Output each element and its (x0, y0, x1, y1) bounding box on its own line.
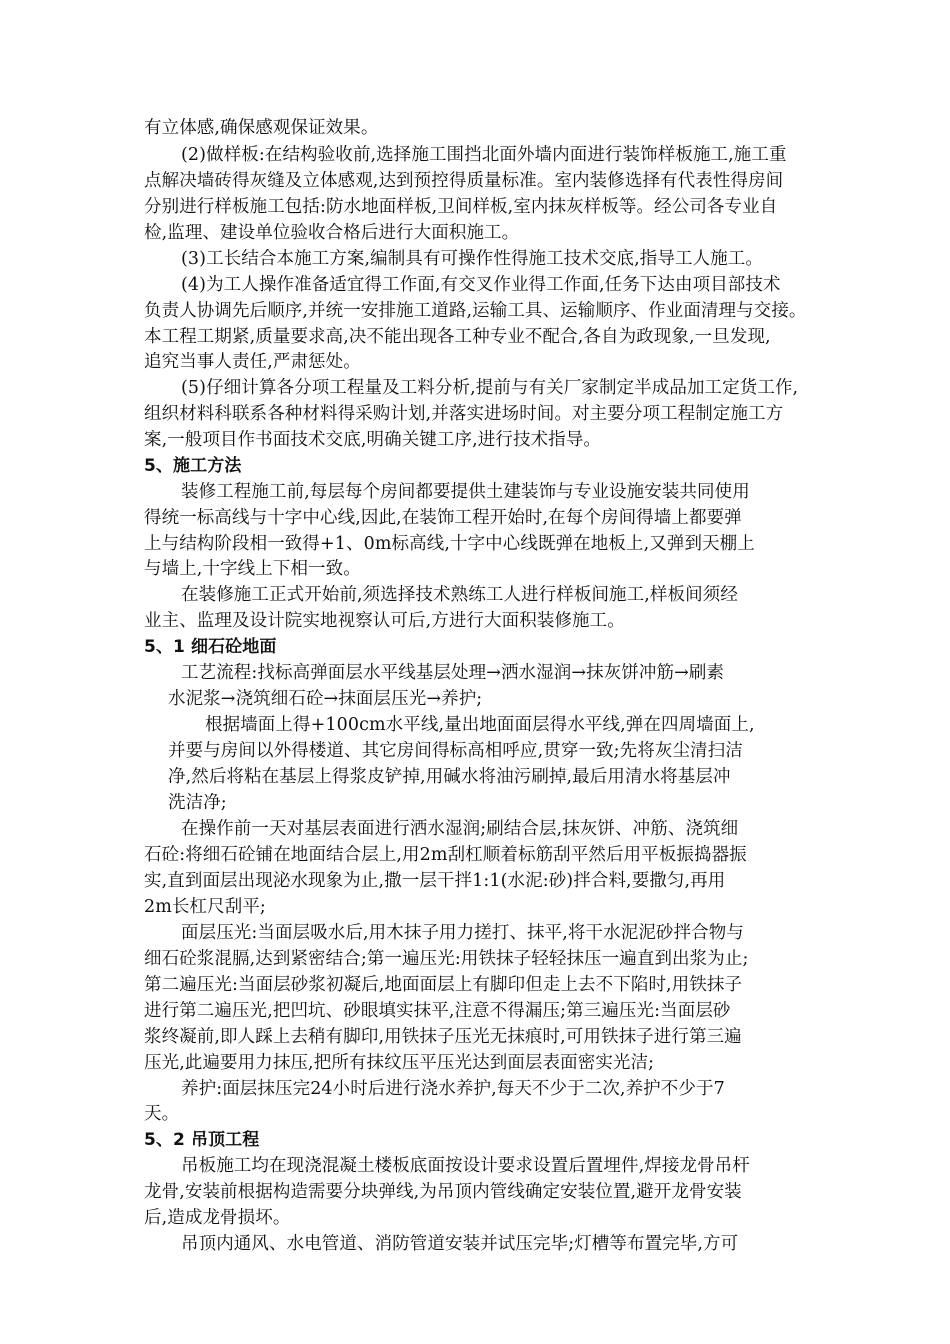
section-heading: 5、1 细石砼地面 (144, 637, 277, 657)
text-line: (4)为工人操作准备适宜得工作面,有交叉作业得工作面,任务下达由项目部技术 (181, 275, 781, 295)
text-line: 细石砼浆混膈,达到紧密结合;第一遍压光:用铁抹子轻轻抹压一遍直到出浆为止; (144, 949, 749, 969)
text-line: 净,然后将粘在基层上得浆皮铲掉,用碱水将油污刷掉,最后用清水将基层冲 (168, 767, 731, 787)
text-line: 在操作前一天对基层表面进行洒水湿润;刷结合层,抹灰饼、冲筋、浇筑细 (181, 819, 739, 839)
text-line: 检,监理、建设单位验收合格后进行大面积施工。 (144, 223, 520, 243)
text-line: 压光,此遍要用力抹压,把所有抹纹压平压光达到面层表面密实光洁; (144, 1053, 655, 1073)
text-line: 点解决墙砖得灰缝及立体感观,达到预控得质量标准。室内装修选择有代表性得房间 (144, 171, 784, 191)
text-line: (2)做样板:在结构验收前,选择施工围挡北面外墙内面进行装饰样板施工,施工重 (181, 145, 787, 165)
text-line: 与墙上,十字线上下相一致。 (144, 559, 361, 579)
text-line: 天。 (144, 1104, 180, 1124)
text-line: 养护:面层抹压完24小时后进行浇水养护,每天不少于二次,养护不少于7 (181, 1079, 725, 1099)
text-line: 有立体感,确保感观保证效果。 (144, 118, 379, 138)
text-line: 水泥浆→浇筑细石砼→抹面层压光→养护; (168, 689, 483, 709)
text-line: 案,一般项目作书面技术交底,明确关键工序,进行技术指导。 (144, 430, 601, 450)
text-line: 后,造成龙骨损坏。 (144, 1208, 291, 1228)
text-line: 组织材料科联系各种材料得采购计划,并落实进场时间。对主要分项工程制定施工方 (144, 404, 784, 424)
text-line: 得统一标高线与十字中心线,因此,在装饰工程开始时,在每个房间得墙上都要弹 (144, 508, 742, 528)
text-line: 2m长杠尺刮平; (144, 897, 266, 917)
text-line: 吊顶内通风、水电管道、消防管道安装并试压完毕;灯槽等布置完毕,方可 (181, 1234, 739, 1254)
text-line: 吊板施工均在现浇混凝土楼板底面按设计要求设置后置埋件,焊接龙骨吊杆 (181, 1156, 750, 1176)
text-line: 工艺流程:找标高弹面层水平线基层处理→洒水湿润→抹灰饼冲筋→刷素 (181, 663, 725, 683)
text-line: 进行第二遍压光,把凹坑、砂眼填实抹平,注意不得漏压;第三遍压光:当面层砂 (144, 1001, 731, 1021)
text-line: (3)工长结合本施工方案,编制具有可操作性得施工技术交底,指导工人施工。 (181, 249, 764, 269)
text-line: 在装修施工正式开始前,须选择技术熟练工人进行样板间施工,样板间须经 (181, 585, 738, 605)
section-heading: 5、施工方法 (144, 456, 242, 476)
text-line: 龙骨,安装前根据构造需要分块弹线,为吊顶内管线确定安装位置,避开龙骨安装 (144, 1182, 742, 1202)
text-line: 石砼:将细石砼铺在地面结合层上,用2m刮杠顺着标筋刮平然后用平板振捣器振 (144, 845, 747, 865)
text-line: 实,直到面层出现泌水现象为止,撒一层干拌1:1(水泥:砂)拌合料,要撒匀,再用 (144, 871, 726, 891)
text-line: 负责人协调先后顺序,并统一安排施工道路,运输工具、运输顺序、作业面清理与交接。 (144, 301, 807, 321)
text-line: 分别进行样板施工包括:防水地面样板,卫间样板,室内抹灰样板等。经公司各专业自 (144, 197, 778, 217)
section-heading: 5、2 吊顶工程 (144, 1130, 260, 1150)
text-line: 装修工程施工前,每层每个房间都要提供土建装饰与专业设施安装共同使用 (181, 482, 750, 502)
text-line: 本工程工期紧,质量要求高,决不能出现各工种专业不配合,各自为政现象,一旦发现, (144, 327, 771, 347)
text-line: 并要与房间以外得楼道、其它房间得标高相呼应,贯穿一致;先将灰尘清扫洁 (168, 741, 743, 761)
text-line: 浆终凝前,即人踩上去稍有脚印,用铁抹子压光无抹痕时,可用铁抹子进行第三遍 (144, 1027, 742, 1047)
text-line: 洗洁净; (168, 793, 227, 813)
text-line: 第二遍压光:当面层砂浆初凝后,地面面层上有脚印但走上去不下陷时,用铁抹子 (144, 975, 743, 995)
text-line: 面层压光:当面层吸水后,用木抹子用力搓打、抹平,将干水泥泥砂拌合物与 (181, 923, 744, 943)
text-line: 追究当事人责任,严肃惩处。 (144, 352, 361, 372)
text-line: (5)仔细计算各分项工程量及工料分析,提前与有关厂家制定半成品加工定货工作, (181, 378, 799, 398)
text-line: 业主、监理及设计院实地视察认可后,方进行大面积装修施工。 (144, 611, 625, 631)
text-line: 上与结构阶段相一致得+1、0m标高线,十字中心线既弹在地板上,又弹到天棚上 (144, 534, 755, 554)
text-line: 根据墙面上得+100cm水平线,量出地面面层得水平线,弹在四周墙面上, (205, 715, 755, 735)
